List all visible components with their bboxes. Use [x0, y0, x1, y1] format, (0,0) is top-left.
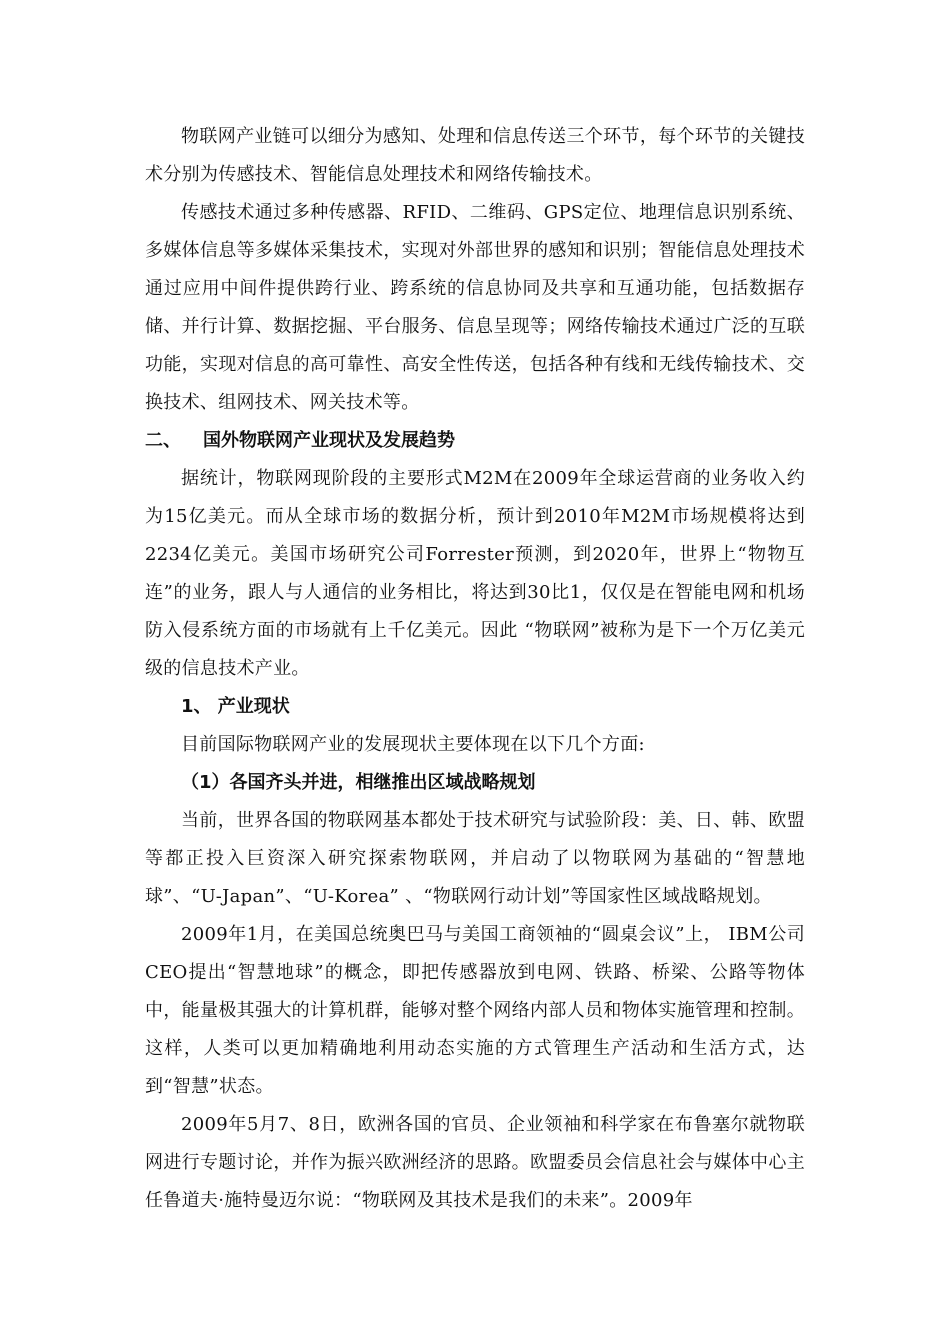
- subsubsection-heading: （1）各国齐头并进，相继推出区域战略规划: [181, 772, 536, 793]
- paragraph-countries: 当前，世界各国的物联网基本都处于技术研究与试验阶段：美、日、韩、欧盟等都正投入巨资深入研究探索物联网，并启动了以物联网为基础的“智慧地球”、“U-Japan”、“U-Korea” 、“物联网行动计划”等国家性区域战略规划。: [145, 810, 805, 907]
- paragraph-sensing-tech: 传感技术通过多种传感器、RFID、二维码、GPS定位、地理信息识别系统、多媒体信息等多媒体采集技术，实现对外部世界的感知和识别；智能信息处理技术通过应用中间件提供跨行业、跨系统的信息协同及共享和互通功能，包括数据存储、并行计算、数据挖掘、平台服务、信息呈现等；网络传输技术通过广泛的互联功能，实现对信息的高可靠性、高安全性传送，包括各种有线和无线传输技术、交换技术、组网技术、网关技术等。: [145, 202, 805, 413]
- paragraph-statistics: 据统计，物联网现阶段的主要形式M2M在2009年全球运营商的业务收入约为15亿美元。而从全球市场的数据分析，预计到2010年M2M市场规模将达到2234亿美元。美国市场研究公司Forrester预测，到2020年，世界上“物物互连”的业务，跟人与人通信的业务相比，将达到30比1，仅仅是在智能电网和机场防入侵系统方面的市场就有上千亿美元。因此 “物联网”被称为是下一个万亿美元级的信息技术产业。: [145, 468, 805, 679]
- document-body: [145, 118, 805, 1220]
- section-number: 二、: [145, 430, 181, 451]
- paragraph-overview: 目前国际物联网产业的发展现状主要体现在以下几个方面:: [181, 734, 645, 755]
- subsection-heading-current: 1、 产业现状: [181, 696, 290, 717]
- section-title: 国外物联网产业现状及发展趋势: [203, 430, 455, 451]
- section-heading: [145, 422, 805, 460]
- paragraph-ibm: 2009年1月，在美国总统奥巴马与美国工商领袖的“圆桌会议”上， IBM公司CEO提出“智慧地球”的概念，即把传感器放到电网、铁路、桥梁、公路等物体中，能量极其强大的计算机群，能够对整个网络内部人员和物体实施管理和控制。这样，人类可以更加精确地利用动态实施的方式管理生产活动和生活方式，达到“智慧”状态。: [145, 924, 805, 1097]
- paragraph-europe: 2009年5月7、8日，欧洲各国的官员、企业领袖和科学家在布鲁塞尔就物联网进行专题讨论，并作为振兴欧洲经济的思路。欧盟委员会信息社会与媒体中心主任鲁道夫·施特曼迈尔说：“物联网及其技术是我们的未来”。2009年: [145, 1114, 805, 1211]
- paragraph-industry-chain: 物联网产业链可以细分为感知、处理和信息传送三个环节，每个环节的关键技术分别为传感技术、智能信息处理技术和网络传输技术。: [145, 126, 805, 185]
